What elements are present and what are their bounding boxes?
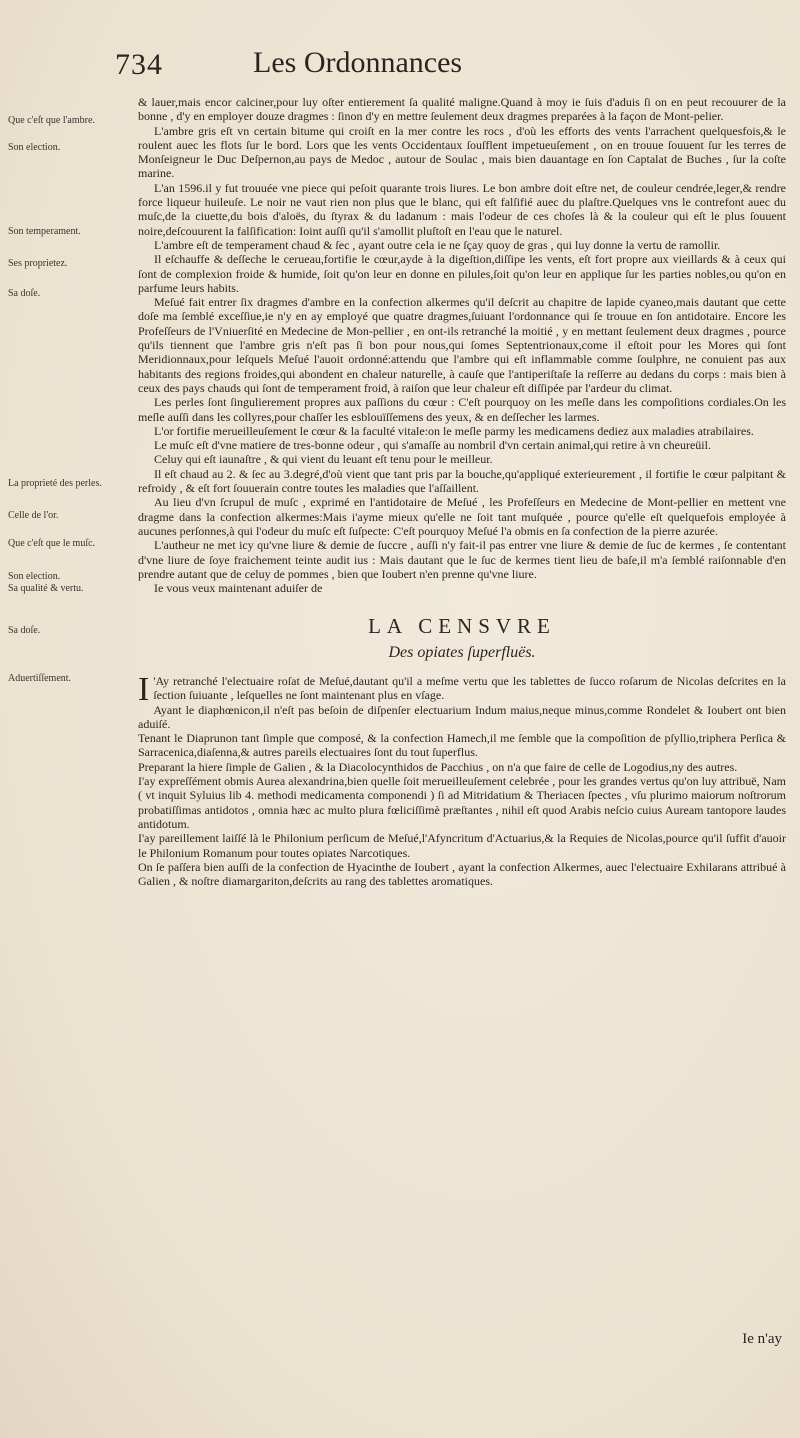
paragraph: I'ay pareillement laiſſé là le Philonium perſicum de Meſué,l'Afyncritum d'Actuarius,& la Requies de Nicolas,pource qu'il ſuffit d'auoir le Philonium Romanum pour toutes opiates Narcotiques. — [138, 831, 786, 860]
margin-note: Son temperament. — [8, 226, 81, 237]
paragraph-text: 'Ay retranché l'electuaire roſat de Meſué,dautant qu'il a meſme vertu que les tablettes de ſucco roſarum de Nicolas deſcrites en la ſection ſuiuante , leſquelles ne ſont maintenant plus en vſage. — [153, 673, 786, 703]
paragraph: Meſué fait entrer ſix dragmes d'ambre en la confection alkermes qu'il deſcrit au chapitre de lapide cyaneo,mais dautant que cette doſe ma ſemblé exceſſiue,ie n'y en ay employé que quatre dragmes,ſuiuant l'ordonnance qui ſe trouue en ſon antidotaire. Encore les Profeſſeurs de l'Vniuerſité en Medecine de Mon-pellier , en ont-ils retranché la moitié , y en mettant ſeulement deux dragmes , pource qu'ils tiennent que l'ambre gris n'eſt pas ſi bon pour nous,qui ſomes Septentrionaux,come il eſtoit pour les Mores qui ſont Meridionnaux,pour leſquels Meſué l'auoit ordonné:attendu que l'ambre qui eſt inflammable comme ſoulphre, ne conuient pas aux habitants des regions froides,qui abondent en chaleur naturelle, à cauſe que l'antiperiſtaſe la reſſerre au dedans du corps : mais bien à ceux des pays chauds qui ſont de temperament froid, à raiſon que leur chaleur eſt diſſipée par l'ardeur du climat. — [138, 295, 786, 395]
margin-note: Ses proprietez. — [8, 258, 68, 269]
drop-cap: I — [138, 670, 150, 708]
paragraph: Preparant la hiere ſimple de Galien , & la Diacolocynthidos de Pacchius , on n'a que faire de celle de Logodius,ny des autres. — [138, 759, 738, 774]
paragraph: Celuy qui eſt iaunaſtre , & qui vient du leuant eſt tenu pour le meilleur. — [154, 452, 493, 467]
censure-section — [138, 670, 786, 889]
paragraph: Il eſt chaud au 2. & ſec au 3.degré,d'où vient que tant pris par la bouche,qu'appliqué exterieurement , il fortifie le cœur palpitant & refroidy , & eſt fort ſouuerain contre toutes les maladies que l'aſſaillent. — [138, 466, 786, 496]
page-number: 734 — [115, 48, 163, 81]
paragraph: I'ay expreſſément obmis Aurea alexandrina,bien quelle ſoit merueilleuſement celebrée , pour les grandes vertus qu'on luy attribuë, Nam ( vt inquit Syluius lib 4. methodi medicamenta componendi ) ſi ad Mitridatium & Theriacen ſpectes , vſu plurimo maiorum noſtrorum probatiſſimas antidotos , omnia hæc ac multo plura fœliciſſimè præſtantes , nihil eſt quod Arabis neſcio cuius Auream tantopore laudes antidotum. — [138, 774, 786, 831]
paragraph: & lauer,mais encor calciner,pour luy oſter entierement ſa qualité maligne.Quand à moy ie ſuis d'aduis ſi on en peut recouurer de la bonne , d'y en employer douze dragmes : ſinon d'y en mettre ſeulement deux dragmes preparées à la façon de Mont-pelier. — [138, 95, 786, 124]
paragraph: Le muſc eſt d'vne matiere de tres-bonne odeur , qui s'amaſſe au nombril d'vn certain animal,qui retire à vn cheureüil. — [154, 438, 711, 453]
margin-note: Sa doſe. — [8, 288, 41, 299]
paragraph — [138, 670, 786, 708]
paragraph: Les perles ſont ſingulierement propres aux paſſions du cœur : C'eſt pourquoy on les meſle dans les compoſitions cordiales.On les meſle auſſi dans les collyres,pour chaſſer les esblouïſſemens des yeux, & en deſſecher les larmes. — [138, 395, 786, 424]
catchword: Ie n'ay — [742, 1331, 782, 1347]
paragraph: L'or fortifie merueilleuſement le cœur & la faculté vitale:on le meſle parmy les medicamens dediez aux maladies atrabilaires. — [154, 423, 754, 438]
paragraph: Il eſchauffe & deſſeche le cerueau,fortifie le cœur,ayde à la digeſtion,diſſipe les vents, eſt fort propre aux vieillards & à ceux qui ſont de complexion froide & humide, ſoit qu'on leur en donne en pilules,ſoit qu'on leur en applique ſur les parties nobles,ou qu'on en parfume leurs habits. — [138, 252, 786, 295]
margin-note: La proprieté des perles. — [8, 478, 102, 489]
margin-note: Que c'eſt que le muſc. — [8, 538, 96, 549]
margin-note: Celle de l'or. — [8, 510, 59, 521]
paragraph: Ie vous veux maintenant aduiſer de — [154, 581, 323, 596]
paragraph: Ayant le diaphœnicon,il n'eſt pas beſoin de diſpenſer electuarium Indum maius,neque minus,comme Rondelet & Ioubert ont bien aduiſé. — [138, 702, 786, 731]
paragraph: On ſe paſſera bien auſſi de la confection de Hyacinthe de Ioubert , ayant la confection Alkermes, auec l'electuaire Exhilarans attribué à Galien , & noſtre diamargariton,deſcrits au rang des tablettes aromatiques. — [138, 859, 786, 889]
paragraph: Tenant le Diaprunon tant ſimple que composé, & la confection Hamech,il me ſemble que la compoſition de pſyllio,triphera Perſica & Sarracenica,diaſenna,& autres pareils electuaires ſont du tout ſuperflus. — [138, 731, 786, 760]
running-title: Les Ordonnances — [253, 46, 463, 79]
paragraph: L'ambre eſt de temperament chaud & ſec , ayant outre cela ie ne ſçay quoy de gras , qui luy donne la vertu de ramollir. — [154, 237, 721, 252]
section-title: LA CENSVRE — [368, 614, 556, 639]
margin-note: Son election. — [8, 571, 61, 582]
paragraph: L'ambre gris eſt vn certain bitume qui croiſt en la mer contre les rocs , d'où les efforts des vents l'arrachent quelquesfois,& le roulent auec les flots ſur le bord. Lors que les vents Occidentaux ſouſflent impetueuſement , on en trouue ſouuent ſur les terres de Monſeigneur le Duc Deſpernon,au pays de Medoc , autour de Soulac , mais bien dauantage en ſon Captalat de Buches , ſur la coſte marine. — [138, 123, 786, 181]
margin-note: Sa qualité & vertu. — [8, 583, 84, 594]
margin-note: Son election. — [8, 142, 61, 153]
paragraph: L'autheur ne met icy qu'vne liure & demie de ſuccre , auſſi n'y fait-il pas entrer vne liure & demie de ſuc de kermes , ſe contentant d'vne liure de ſoye fraichement teinte audit ius : Mais dautant que le ſuc de kermes tient lieu de baſe,il m'a ſemblé raiſonnable d'en prendre autant que de celuy de pommes , bien que Ioubert n'en prenne qu'vne liure. — [138, 538, 786, 581]
margin-note: Aduertiſſement. — [8, 673, 72, 684]
paragraph: Au lieu d'vn ſcrupul de muſc , exprimé en l'antidotaire de Meſué , les Profeſſeurs en Medecine de Mont-pellier en mettent vne dragme dans la confection alkermes:Mais i'ayme mieux qu'elle ne ſoit tant muſquée , pource qu'elle eſt quelquefois employée à aucunes perſonnes,à qui l'odeur du muſc eſt ſuſpecte: C'eſt pourquoy Meſué l'a obmis en ſa confection de la pierre azurée. — [138, 495, 786, 538]
margin-note: Sa doſe. — [8, 625, 41, 636]
paragraph: L'an 1596.il y fut trouuée vne piece qui peſoit quarante trois liures. Le bon ambre doit eſtre net, de couleur cendrée,leger,& rendre force liqueur huileuſe. Le noir ne vaut rien non plus que le blanc, qui eſt falſifié auec du plaſtre.Quelques vns le contrefont auec du muſc,de la ciuette,du bois d'aloës, du ſtyrax & du ladanum : mais l'odeur de ces choſes là & la couleur qui eſt le plus ſouuent noire,deſcouurent la falſification: Ioint auſſi qu'il s'amollit pluſtoſt en l'eau que le naturel. — [138, 180, 786, 238]
margin-note: Que c'eſt que l'ambre. — [8, 115, 95, 126]
section-subtitle: Des opiates ſuperfluës. — [388, 643, 536, 661]
body-text — [138, 95, 786, 888]
